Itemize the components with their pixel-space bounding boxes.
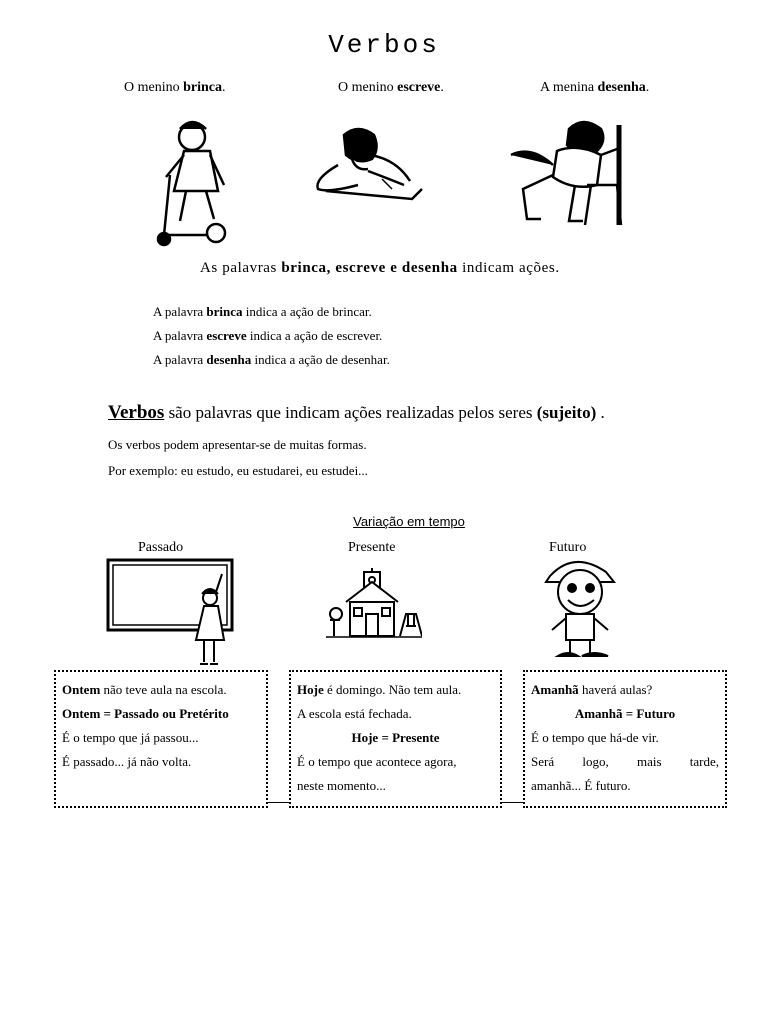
summary-verb-2: escreve [335,260,386,276]
summary-conjunction: e [390,260,398,276]
future-line-2-bold: Amanhã = Futuro [574,706,676,721]
explanation-pre: A palavra [153,304,204,319]
summary-verb-3: desenha [401,260,458,276]
present-line-1 [297,678,494,702]
future-line-1-rest: haverá aulas? [581,682,653,697]
note-line-1: Os verbos podem apresentar-se de muitas formas. [108,437,367,452]
explanation-line-3 [153,352,390,368]
definition-text: são palavras que indicam ações realizadas pelos seres [168,403,533,422]
verb-definition [108,402,605,424]
explanation-post: indica a ação de brincar. [245,304,372,319]
girl-drawing-illustration [505,115,630,230]
example-subject: O menino [124,80,180,95]
page-title: Verbos [328,30,440,60]
definition-keyword: Verbos [108,402,165,423]
example-subject: A menina [540,80,595,95]
future-tense-box [523,670,727,808]
example-subject: O menino [338,80,394,95]
example-verb: brinca [183,80,222,95]
present-line-3-bold: Hoje = Presente [351,730,440,745]
timeline-connector-1 [268,802,289,803]
future-line-4 [531,750,719,774]
future-word: Será [531,754,555,769]
boy-with-cap-illustration [538,556,620,664]
summary-verb-1: brinca [281,260,327,276]
present-line-3 [297,726,494,750]
past-line-2-bold: Ontem = Passado ou Pretérito [62,706,229,721]
example-verb: escreve [397,80,441,95]
past-line-2 [62,702,260,726]
present-line-1-bold: Hoje [297,682,324,697]
explanation-word: escreve [206,328,247,343]
definition-end: . [600,403,605,422]
past-line-1-rest: não teve aula na escola. [103,682,227,697]
note-line-2: Por exemplo: eu estudo, eu estudarei, eu estudei... [108,463,368,478]
present-line-1-rest: é domingo. Não tem aula. [326,682,462,697]
past-line-3: É o tempo que já passou... [62,730,199,745]
future-line-1-bold: Amanhã [531,682,579,697]
explanation-pre: A palavra [153,352,204,367]
future-word: tarde, [689,754,719,769]
explanation-pre: A palavra [153,328,204,343]
explanation-post: indica a ação de escrever. [249,328,383,343]
past-line-4: É passado... já não volta. [62,754,192,769]
boy-writing-illustration [308,125,428,205]
explanation-word: brinca [206,304,243,319]
tense-label-past: Passado [138,540,184,555]
future-line-3: É o tempo que há-de vir. [531,730,659,745]
school-house-illustration [326,568,422,640]
boy-playing-scooter-illustration [150,115,240,250]
summary-post: indicam ações. [462,260,560,276]
example-sentence-1 [124,80,226,96]
tense-label-future: Futuro [549,540,587,555]
explanation-line-2 [153,328,382,344]
summary-sentence [200,260,560,277]
future-line-5: amanhã... É futuro. [531,778,631,793]
past-tense-box [54,670,268,808]
variation-title: Variação em tempo [353,514,465,529]
summary-comma: , [326,260,331,276]
timeline-connector-2 [502,802,523,803]
example-end: . [440,80,444,95]
explanation-word: desenha [206,352,252,367]
present-line-4: É o tempo que acontece agora, [297,754,457,769]
girl-at-blackboard-illustration [106,558,234,670]
explanation-post: indica a ação de desenhar. [254,352,390,367]
past-line-1 [62,678,260,702]
example-end: . [645,80,650,95]
tense-label-present: Presente [348,540,396,555]
present-tense-box [289,670,502,808]
explanation-line-1 [153,304,372,320]
future-line-1 [531,678,719,702]
example-verb: desenha [597,80,646,95]
example-sentence-3 [540,80,649,96]
future-line-2 [531,702,719,726]
present-line-5: neste momento... [297,778,386,793]
definition-subject-tag: (sujeito) [536,403,597,422]
past-line-1-bold: Ontem [62,682,101,697]
future-word: mais [636,754,662,769]
summary-pre: As palavras [200,260,277,276]
present-line-2: A escola está fechada. [297,706,412,721]
example-end: . [222,80,226,95]
future-word: logo, [582,754,609,769]
example-sentence-2 [338,80,444,96]
